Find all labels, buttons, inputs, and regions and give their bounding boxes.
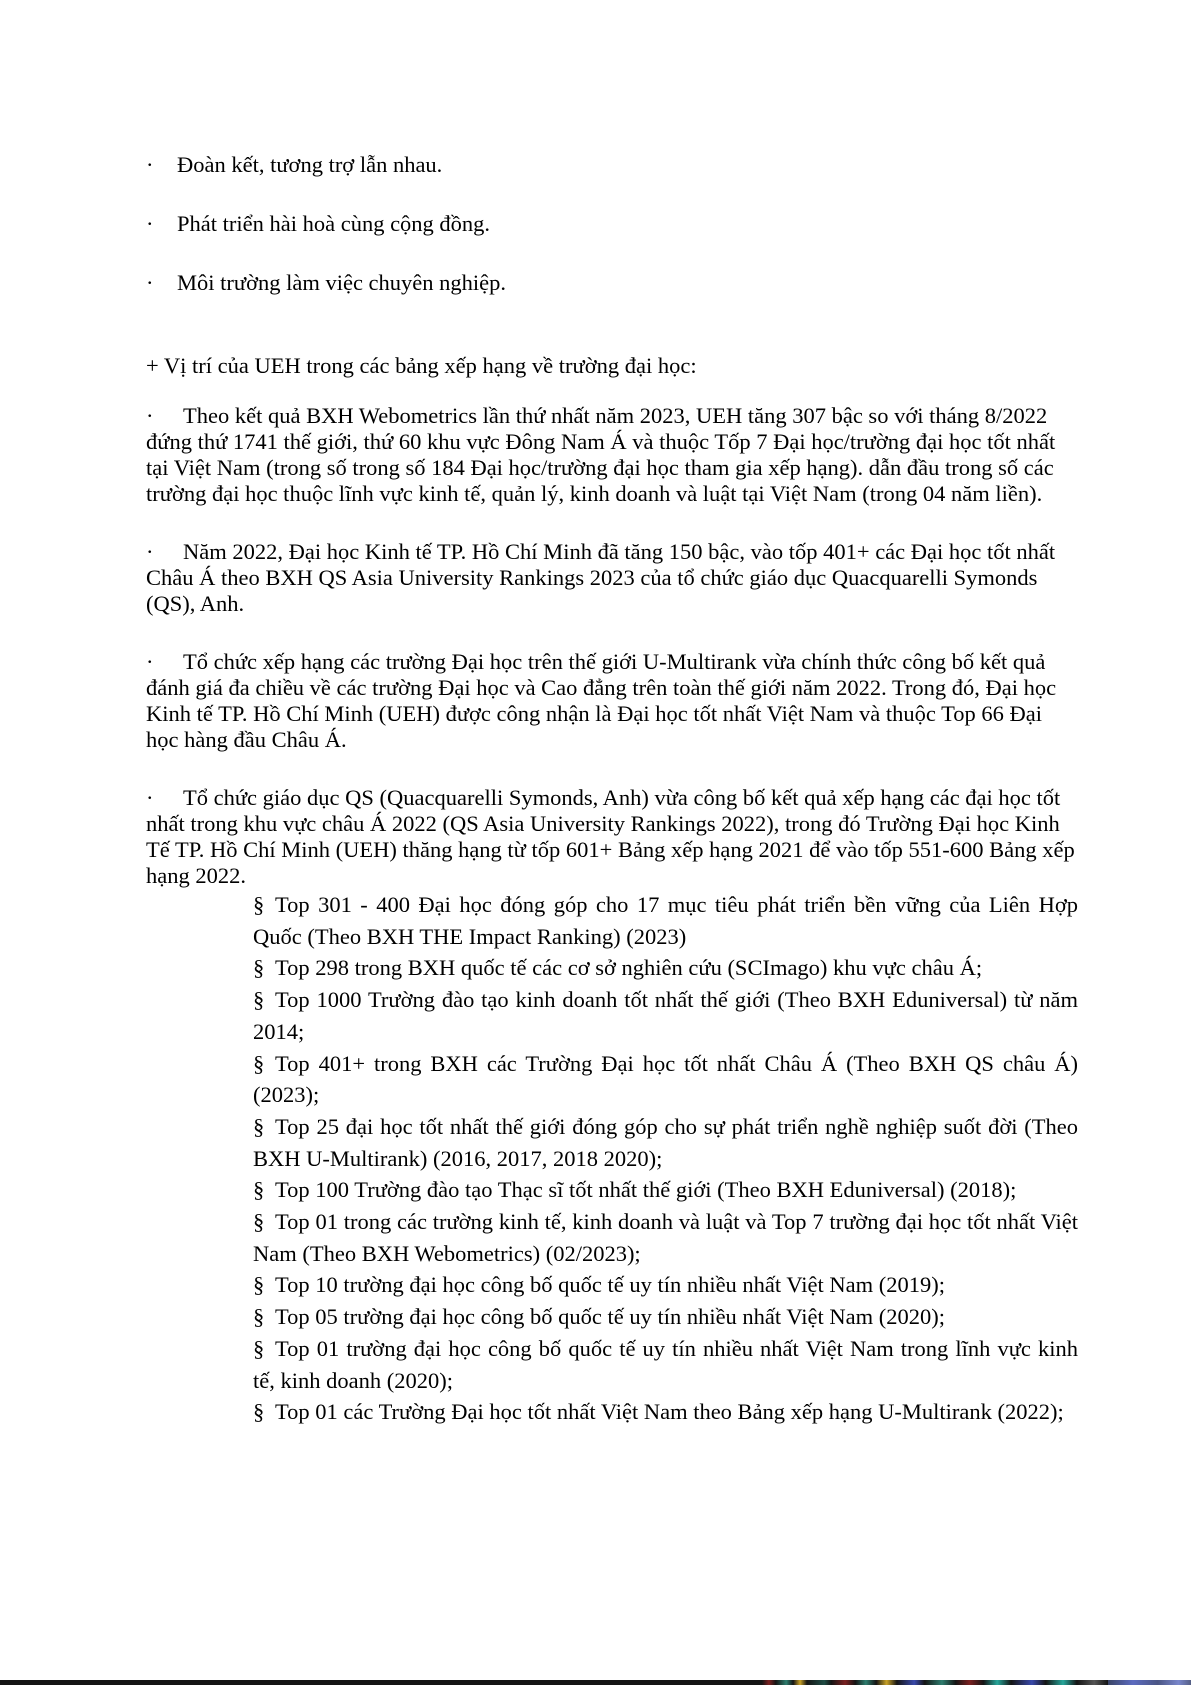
sub-item-text: Top 301 - 400 Đại học đóng góp cho 17 mục tiêu phát triển bền vững của Liên Hợp Quốc (Theo BXH THE Impact Ranking) (2023) [253,892,1078,949]
document-content [146,152,1078,1428]
sub-list-item [253,1111,1078,1174]
sub-item-text: Top 01 các Trường Đại học tốt nhất Việt Nam theo Bảng xếp hạng U-Multirank (2022); [275,1399,1064,1425]
sub-list-item [253,952,1078,984]
sub-item-text: Top 298 trong BXH quốc tế các cơ sở nghiên cứu (SCImago) khu vực châu Á; [275,955,983,981]
sub-item-text: Top 05 trường đại học công bố quốc tế uy tín nhiều nhất Việt Nam (2020); [275,1304,946,1330]
bullet-marker: · [146,270,154,295]
sub-item-text: Top 01 trường đại học công bố quốc tế uy tín nhiều nhất Việt Nam trong lĩnh vực kinh tế, kinh doanh (2020); [253,1335,1078,1393]
ranking-paragraph [146,539,1078,617]
bullet-marker: · [146,785,154,810]
section-heading: + Vị trí của UEH trong các bảng xếp hạng về trường đại học: [146,353,697,378]
section-sign-marker: § [253,1399,265,1425]
sub-item-text: Top 1000 Trường đào tạo kinh doanh tốt nhất thế giới (Theo BXH Eduniversal) từ năm 2014; [253,987,1078,1044]
sub-item-text: Top 25 đại học tốt nhất thế giới đóng góp cho sự phát triển nghề nghiệp suốt đời (Theo BXH U-Multirank) (2016, 2017, 2018 2020); [253,1113,1078,1171]
sub-list-item [253,984,1078,1047]
section-sign-marker: § [253,1209,265,1235]
taskbar-edge-icons [762,1680,1107,1685]
bullet-marker: · [146,403,154,428]
ranking-paragraph [146,403,1078,507]
paragraph-text: Theo kết quả BXH Webometrics lần thứ nhất năm 2023, UEH tăng 307 bậc so với tháng 8/2022 đứng thứ 1741 thế giới, thứ 60 khu vực Đông Nam Á và thuộc Tốp 7 Đại học/trường đại học tốt nhất tại Việt Nam (trong số trong số 184 Đại học/trường đại học tham gia xếp hạng). dẫn đầu trong số các trường đại học thuộc lĩnh vực kinh tế, quản lý, kinh doanh và luật tại Việt Nam (trong 04 năm liền). [146,403,1056,506]
section-sign-marker: § [253,955,265,981]
sub-item-text: Top 10 trường đại học công bố quốc tế uy tín nhiều nhất Việt Nam (2019); [275,1272,946,1298]
bullet-text: Môi trường làm việc chuyên nghiệp. [177,270,507,295]
sub-list-item [253,1048,1078,1111]
section-sign-marker: § [253,987,265,1013]
sub-list-item [253,1174,1078,1206]
section-sign-marker: § [253,1113,265,1139]
taskbar-edge-left [0,1680,762,1685]
list-item [146,152,1078,178]
sub-list-item [253,889,1078,952]
bullet-marker: · [146,211,154,236]
taskbar-edge[interactable] [0,1680,1191,1685]
list-item [146,211,1078,237]
bullet-marker: · [146,539,154,564]
sub-list-item [253,1301,1078,1333]
sub-item-text: Top 100 Trường đào tạo Thạc sĩ tốt nhất thế giới (Theo BXH Eduniversal) (2018); [275,1177,1017,1203]
paragraph-text: Năm 2022, Đại học Kinh tế TP. Hồ Chí Minh đã tăng 150 bậc, vào tốp 401+ các Đại học tốt nhất Châu Á theo BXH QS Asia University Rankings 2023 của tổ chức giáo dục Quacquarelli Symonds (QS), Anh. [146,539,1056,616]
bullet-text: Đoàn kết, tương trợ lẫn nhau. [177,152,443,177]
paragraph-text: Tổ chức xếp hạng các trường Đại học trên thế giới U-Multirank vừa chính thức công bố kết quả đánh giá đa chiều về các trường Đại học và Cao đẳng trên toàn thế giới năm 2022. Trong đó, Đại học Kinh tế TP. Hồ Chí Minh (UEH) được công nhận là Đại học tốt nhất Việt Nam và thuộc Top 66 Đại học hàng đầu Châu Á. [146,649,1057,752]
section-sign-marker: § [253,1335,265,1361]
bullet-marker: · [146,152,154,177]
paragraph-text: Tổ chức giáo dục QS (Quacquarelli Symonds, Anh) vừa công bố kết quả xếp hạng các đại học tốt nhất trong khu vực châu Á 2022 (QS Asia University Rankings 2022), trong đó Trường Đại học Kinh Tế TP. Hồ Chí Minh (UEH) thăng hạng từ tốp 601+ Bảng xếp hạng 2021 để vào tốp 551-600 Bảng xếp hạng 2022. [146,785,1075,888]
ranking-paragraph [146,785,1078,889]
section-sign-marker: § [253,1304,265,1330]
sub-item-text: Top 401+ trong BXH các Trường Đại học tốt nhất Châu Á (Theo BXH QS châu Á) (2023); [253,1050,1078,1108]
list-item [146,270,1078,296]
sub-list-item [253,1396,1078,1428]
sub-list-item [253,1333,1078,1396]
ranking-paragraph [146,649,1078,753]
sub-list-item [253,1206,1078,1269]
bullet-marker: · [146,649,154,674]
section-sign-marker: § [253,1272,265,1298]
ranking-sub-list [253,889,1078,1428]
taskbar-edge-tray [1108,1680,1191,1685]
sub-list-item [253,1269,1078,1301]
section-sign-marker: § [253,1177,265,1203]
bullet-text: Phát triển hài hoà cùng cộng đồng. [177,211,491,236]
sub-item-text: Top 01 trong các trường kinh tế, kinh doanh và luật và Top 7 trường đại học tốt nhất Việt Nam (Theo BXH Webometrics) (02/2023); [253,1209,1078,1266]
section-sign-marker: § [253,892,265,917]
section-sign-marker: § [253,1050,265,1076]
